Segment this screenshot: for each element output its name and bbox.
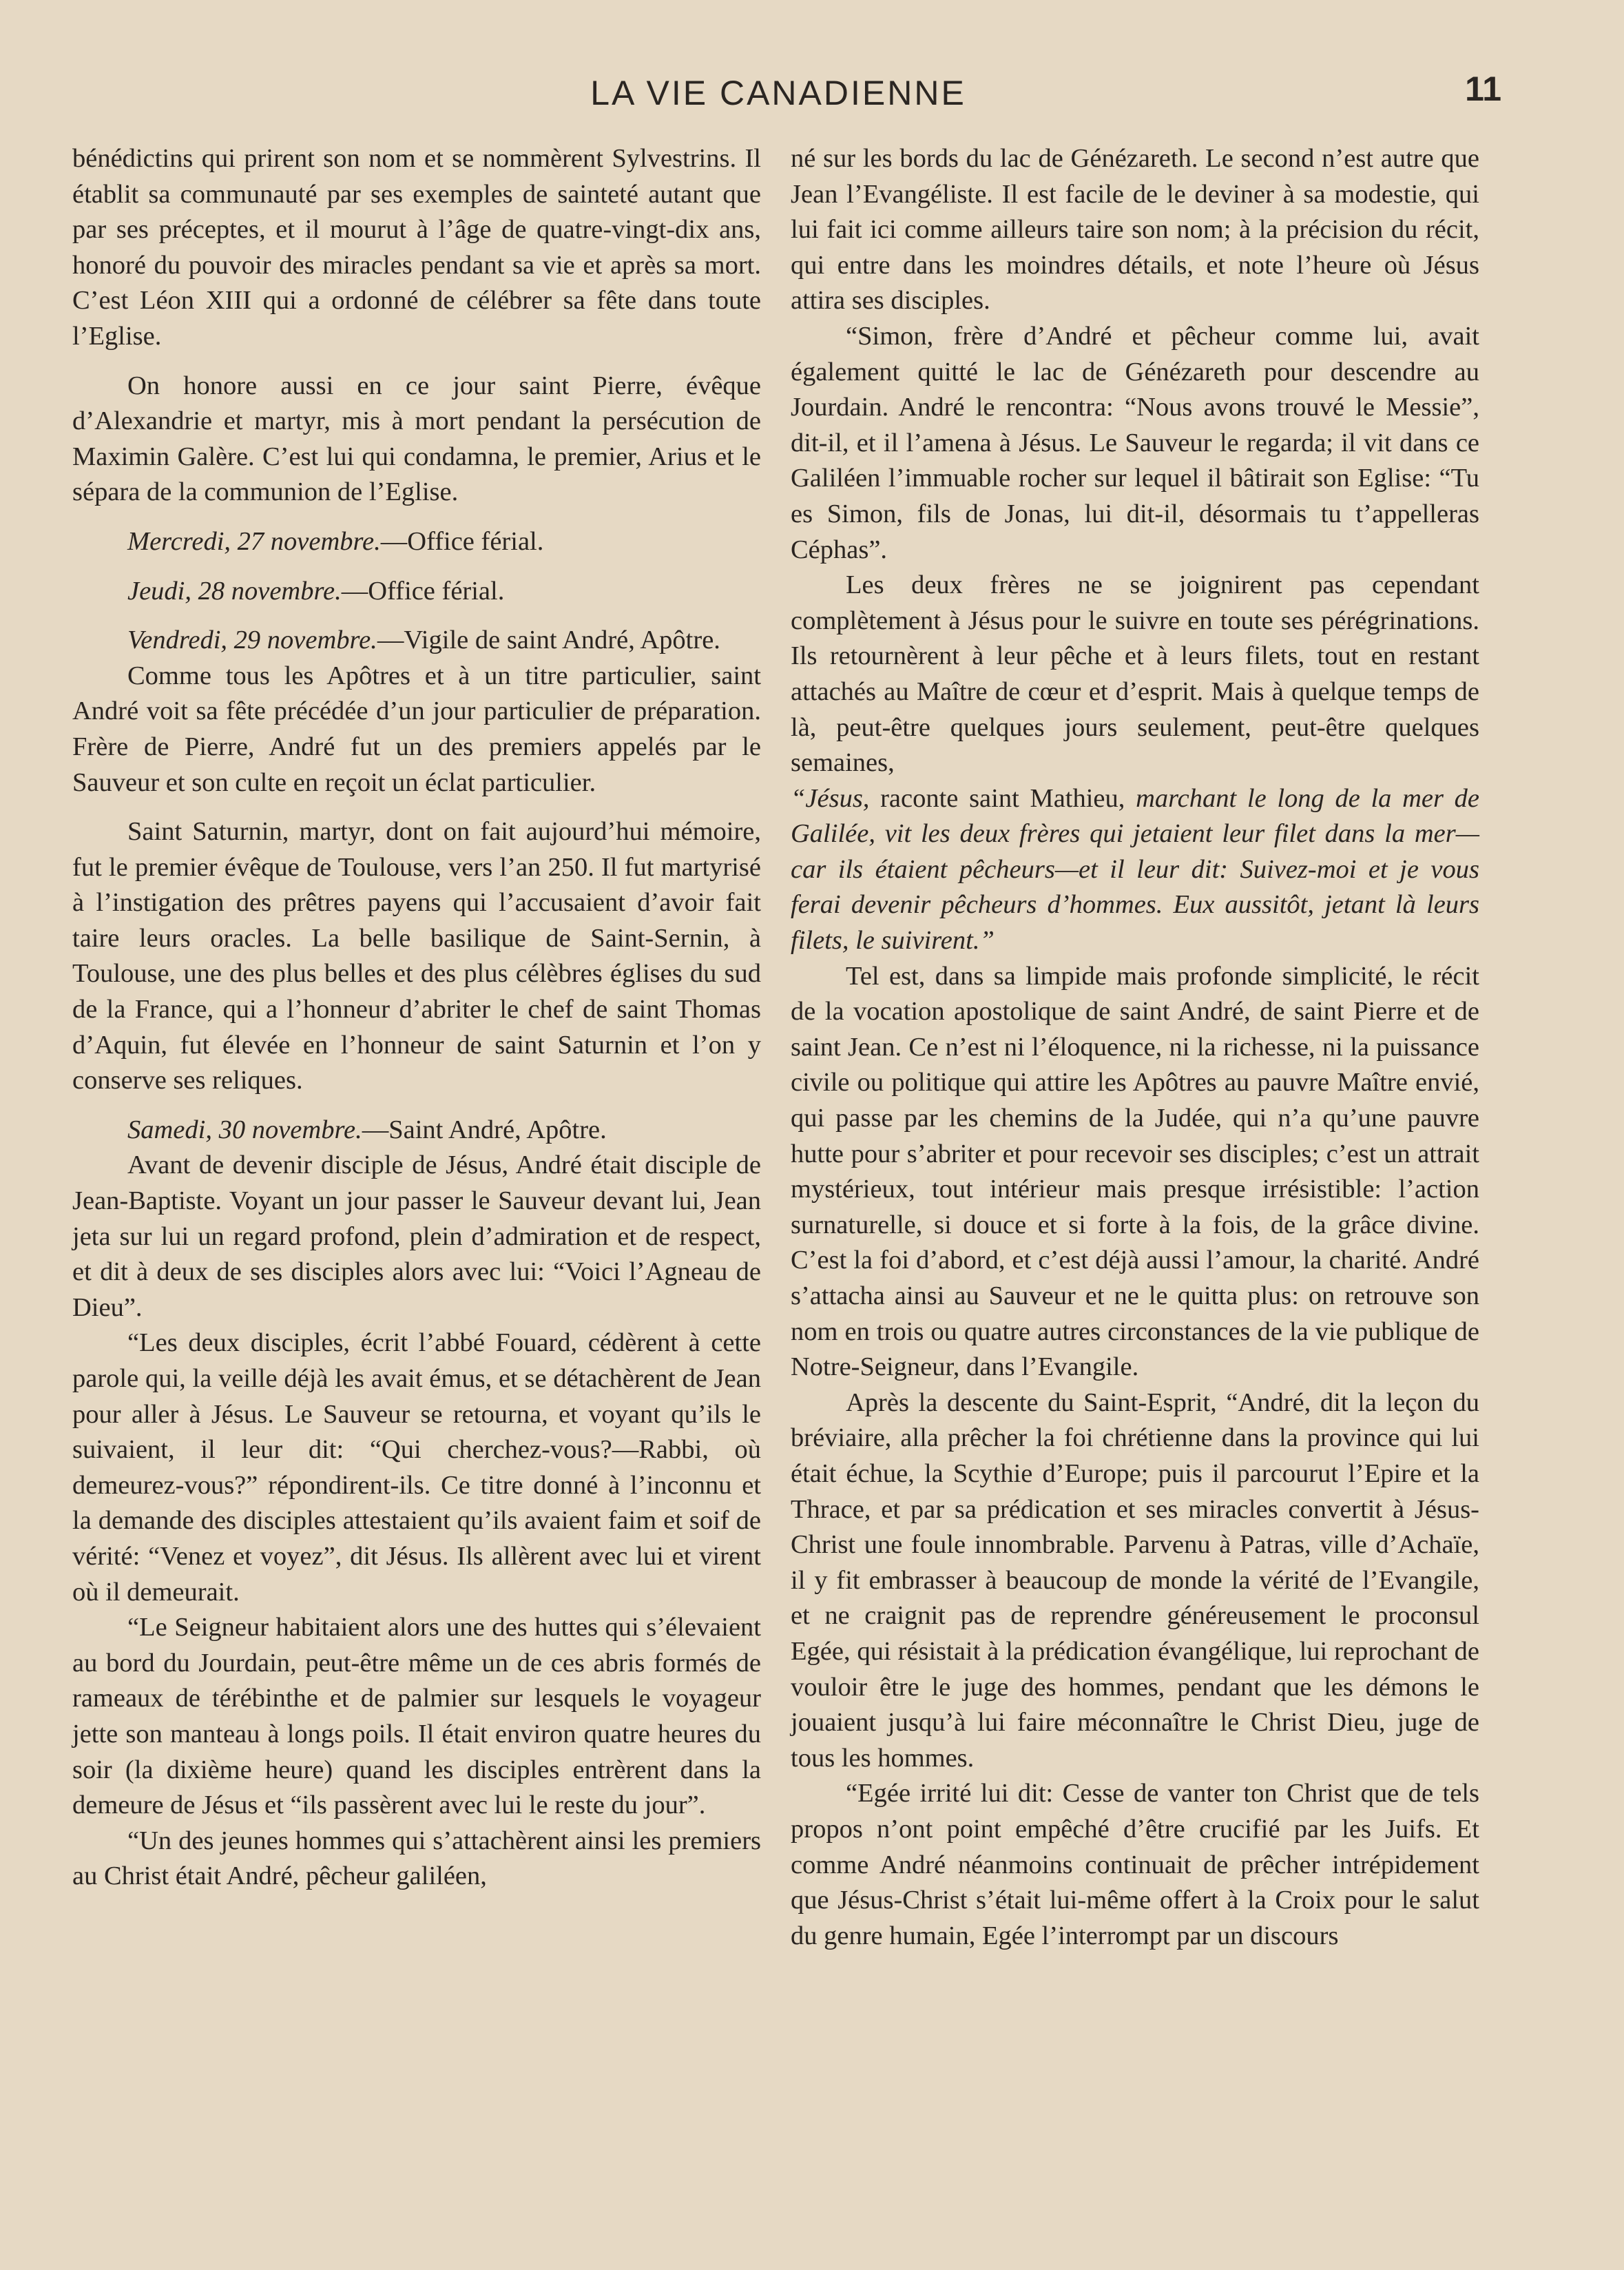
date-office: —Office férial. — [341, 576, 505, 606]
paragraph: bénédictins qui prirent son nom et se nommèrent Sylvestrins. Il établit sa communauté par ses exemples de sainteté autant que par ses préceptes, et il mourut à l’âge de quatre-vingt-dix ans, honoré du pouvoir des miracles pendant sa vie et après sa mort. C’est Léon XIII qui a ordonné de célébrer sa fête dans toute l’Eglise. — [72, 144, 761, 351]
date-label: Vendredi, 29 novembre. — [127, 626, 377, 655]
page-number: 11 — [1465, 70, 1501, 108]
paragraph: “Le Seigneur habitaient alors une des huttes qui s’élevaient au bord du Jourdain, peut-être même un de ces abris formés de rameaux de térébinthe et de palmier sur lesquels le voyageur jette son manteau à longs poils. Il était environ quatre heures du soir (la dixième heure) quand les disciples entrèrent dans la demeure de Jésus et “ils passèrent avec lui le reste du jour”. — [72, 1613, 761, 1820]
paragraph: Comme tous les Apôtres et à un titre particulier, saint André voit sa fête précédée d’un jour particulier de préparation. Frère de Pierre, André fut un des premiers appelés par le Sauveur et son culte en reçoit un éclat particulier. — [72, 661, 761, 797]
date-entry — [72, 574, 761, 610]
quote-text: marchant le long de la mer de Galilée, vit les deux frères qui jetaient leur filet dans la mer—car ils étaient pêcheurs—et il leur dit: Suivez-moi et je vous ferai devenir pêcheurs d’hommes. Eux aussitôt, jetant là leurs filets, le suivirent.” — [791, 783, 1479, 956]
running-title: LA VIE CANADIENNE — [590, 74, 966, 112]
date-office: —Office férial. — [380, 526, 544, 556]
paragraph: Les deux frères ne se joignirent pas cependant complètement à Jésus pour le suivre en toute ses pérégrinations. Ils retournèrent à leur pêche et à leurs filets, tout en restant attachés au Maître de cœur et d’esprit. Mais à quelque temps de là, peut-être quelques jours seulement, peut-être quelques semaines, — [791, 570, 1479, 778]
gospel-quote — [791, 781, 1479, 959]
paragraph: “Un des jeunes hommes qui s’attachèrent ainsi les premiers au Christ était André, pêcheur galiléen, — [72, 1826, 761, 1891]
right-column — [791, 141, 1479, 2208]
date-label: Mercredi, 27 novembre. — [127, 526, 381, 556]
paragraph: On honore aussi en ce jour saint Pierre, évêque d’Alexandrie et martyr, mis à mort pendant la persécution de Maximin Galère. C’est lui qui condamna, le premier, Arius et le sépara de la communion de l’Eglise. — [72, 371, 761, 507]
date-label: Jeudi, 28 novembre. — [127, 576, 342, 606]
left-column — [72, 141, 761, 2208]
paragraph: Saint Saturnin, martyr, dont on fait aujourd’hui mémoire, fut le premier évêque de Toulouse, vers l’an 250. Il fut martyrisé à l’instigation des prêtres payens qui l’accusaient d’avoir fait taire leurs oracles. La belle basilique de Saint-Sernin, à Toulouse, une des plus belles et des plus célèbres églises du sud de la France, qui a l’honneur d’abriter le chef de saint Thomas d’Aquin, fut élevée en l’honneur de saint Saturnin et l’on y conserve ses reliques. — [72, 817, 761, 1095]
date-office: —Saint André, Apôtre. — [362, 1115, 607, 1144]
paragraph: “Les deux disciples, écrit l’abbé Fouard, cédèrent à cette parole qui, la veille déjà les avait émus, et se détachèrent de Jean pour aller à Jésus. Le Sauveur se retourna, et voyant qu’ils le suivaient, il leur dit: “Qui cherchez-vous?—Rabbi, où demeurez-vous?” répondirent-ils. Ce titre donné à l’inconnu et la demande des disciples attestaient qu’ils avaient faim et soif de vérité: “Venez et voyez”, dit Jésus. Ils allèrent avec lui et virent où il demeurait. — [72, 1328, 761, 1607]
date-entry — [72, 1113, 761, 1148]
date-entry — [72, 524, 761, 560]
page-header — [55, 66, 1501, 121]
date-label: Samedi, 30 novembre. — [127, 1115, 362, 1144]
date-office: —Vigile de saint André, Apôtre. — [377, 626, 720, 655]
paragraph: “Simon, frère d’André et pêcheur comme lui, avait également quitté le lac de Génézareth pour descendre au Jourdain. André le rencontra: “Nous avons trouvé le Messie”, dit-il, et il l’amena à Jésus. Le Sauveur le regarda; il vit dans ce Galiléen l’immuable rocher sur lequel il bâtirait son Eglise: “Tu es Simon, fils de Jonas, lui dit-il, désormais tu t’appelleras Céphas”. — [791, 321, 1479, 564]
paragraph: né sur les bords du lac de Génézareth. Le second n’est autre que Jean l’Evangéliste. Il est facile de le deviner à sa modestie, qui lui fait ici comme ailleurs taire son nom; à la précision du récit, qui entre dans les moindres détails, et note l’heure où Jésus attira ses disciples. — [791, 144, 1479, 316]
quote-attribution: raconte saint Mathieu, — [869, 783, 1136, 813]
date-entry — [72, 623, 761, 659]
paragraph: Tel est, dans sa limpide mais profonde simplicité, le récit de la vocation apostolique de saint André, de saint Pierre et de saint Jean. Ce n’est ni l’éloquence, ni la richesse, ni la puissance civile ou politique qui attire les Apôtres au pauvre Maître envié, qui passe par les chemins de la Judée, qui n’a qu’une pauvre hutte pour s’abriter et pour recevoir ses disciples; c’est un attrait mystérieux, tout intérieur mais presque irrésistible: l’action surnaturelle, si douce et si forte à la fois, de la grâce divine. C’est la foi d’abord, et c’est déjà aussi l’amour, la charité. André s’attacha ainsi au Sauveur et ne le quitta plus: on retrouve son nom en trois ou quatre autres circonstances de la vie publique de Notre-Seigneur, dans l’Evangile. — [791, 961, 1479, 1382]
quote-intro: “Jésus, — [791, 783, 870, 813]
paragraph: Avant de devenir disciple de Jésus, André était disciple de Jean-Baptiste. Voyant un jour passer le Sauveur devant lui, Jean jeta sur lui un regard profond, plein d’admiration et de respect, et dit à deux de ses disciples alors avec lui: “Voici l’Agneau de Dieu”. — [72, 1151, 761, 1322]
paragraph: “Egée irrité lui dit: Cesse de vanter ton Christ que de tels propos n’ont point empêché d’être crucifié par les Juifs. Et comme André néanmoins continuait de prêcher intrépidement que Jésus-Christ s’était lui-même offert à la Croix pour le salut du genre humain, Egée l’interrompt par un discours — [791, 1779, 1479, 1950]
paragraph: Après la descente du Saint-Esprit, “André, dit la leçon du bréviaire, alla prêcher la foi chrétienne dans la province qui lui était échue, la Scythie d’Europe; puis il parcourut l’Epire et la Thrace, et par sa prédication et ses miracles convertit à Jésus-Christ une foule innombrable. Parvenu à Patras, ville d’Achaïe, il y fit embrasser à beaucoup de monde la vérité de l’Evangile, et ne craignit pas de reprendre généreusement le proconsul Egée, qui résistait à la prédication évangélique, lui reprochant de vouloir être le juge des hommes, pendant que les démons le jouaient jusqu’à lui faire méconnaître le Christ Dieu, juge de tous les hommes. — [791, 1387, 1479, 1773]
